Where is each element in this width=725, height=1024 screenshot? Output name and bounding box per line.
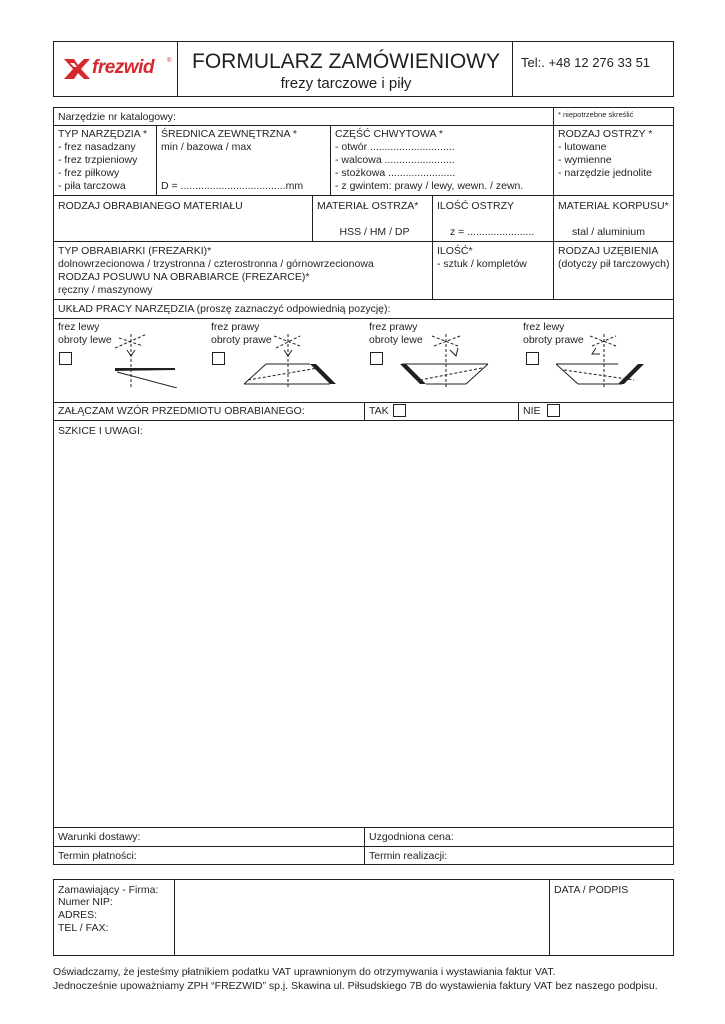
layout-option-1-line1: frez lewy [58, 321, 100, 333]
blade-material-options[interactable]: HSS / HM / DP [339, 226, 410, 238]
frezwid-logo-icon [62, 57, 92, 81]
brand-name: frezwid [92, 57, 154, 78]
sample-no-label: NIE [523, 405, 541, 417]
teeth-type-note: (dotyczy pił tarczowych) [558, 258, 670, 270]
shank-option[interactable]: - otwór ............................. [335, 141, 455, 153]
delivery-terms-label[interactable]: Warunki dostawy: [58, 831, 141, 843]
phone-number: Tel:. +48 12 276 33 51 [521, 55, 651, 70]
tool-type-option[interactable]: - frez nasadzany [58, 141, 136, 153]
blade-material-title: MATERIAŁ OSTRZA* [317, 200, 419, 212]
agreed-price-label[interactable]: Uzgodniona cena: [369, 831, 454, 843]
tool-type-option[interactable]: - piła tarczowa [58, 180, 126, 192]
tool-type-option[interactable]: - frez trzpieniowy [58, 154, 138, 166]
layout-option-1-checkbox[interactable] [59, 352, 72, 365]
machine-type-title: TYP OBRABIARKI (FREZARKI)* [58, 245, 212, 257]
blade-type-option[interactable]: - wymienne [558, 154, 612, 166]
diameter-options[interactable]: min / bazowa / max [161, 141, 252, 153]
realization-date-label[interactable]: Termin realizacji: [369, 850, 448, 862]
payment-terms-label[interactable]: Termin płatności: [58, 850, 137, 862]
machine-type-options[interactable]: dolnowrzecionowa / trzystronna / czterostronna / górnowrzecionowa [58, 258, 374, 270]
body-material-title: MATERIAŁ KORPUSU* [558, 200, 669, 212]
layout-option-4-checkbox[interactable] [526, 352, 539, 365]
customer-nip-label: Numer NIP: [58, 896, 113, 908]
date-signature-label: DATA / PODPIS [554, 884, 629, 896]
tool-type-option[interactable]: - frez piłkowy [58, 167, 120, 179]
customer-details-field[interactable] [175, 880, 548, 955]
cutter-left-rot-right-icon [556, 328, 646, 388]
vat-statement-line2: Jednocześnie upoważniamy ZPH “FREZWID” sp.j. Skawina ul. Piłsudskiego 7B do wystawienia faktury VAT bez naszego podpisu. [53, 980, 658, 992]
feed-type-title: RODZAJ POSUWU NA OBRABIARCE (FREZARCE)* [58, 271, 310, 283]
blade-type-option[interactable]: - lutowane [558, 141, 607, 153]
quantity-options[interactable]: - sztuk / kompletów [437, 258, 527, 270]
strike-note: * niepotrzebne skreślić [558, 110, 634, 119]
layout-option-2-line1: frez prawy [211, 321, 260, 333]
customer-address-label: ADRES: [58, 909, 98, 921]
sample-no-checkbox[interactable] [547, 404, 560, 417]
layout-option-3-line2: obroty lewe [369, 334, 423, 346]
catalog-number-label[interactable]: Narzędzie nr katalogowy: [58, 111, 176, 123]
layout-option-2-checkbox[interactable] [212, 352, 225, 365]
blade-type-option[interactable]: - narzędzie jednolite [558, 167, 652, 179]
layout-option-3-line1: frez prawy [369, 321, 418, 333]
layout-option-1-line2: obroty lewe [58, 334, 112, 346]
sketch-notes-area[interactable] [54, 440, 673, 826]
layout-option-4-line2: obroty prawe [523, 334, 584, 346]
attach-sample-label: ZAŁĄCZAM WZÓR PRZEDMIOTU OBRABIANEGO: [58, 405, 305, 417]
blade-count-title: ILOŚĆ OSTRZY [437, 200, 515, 212]
shank-title: CZĘŚĆ CHWYTOWA * [335, 128, 443, 140]
sample-yes-checkbox[interactable] [393, 404, 406, 417]
blade-type-title: RODZAJ OSTRZY * [558, 128, 653, 140]
feed-type-options[interactable]: ręczny / maszynowy [58, 284, 153, 296]
shank-option[interactable]: - walcowa ........................ [335, 154, 455, 166]
shank-option[interactable]: - z gwintem: prawy / lewy, wewn. / zewn. [335, 180, 524, 192]
diameter-field[interactable]: D = ....................................mm [161, 180, 304, 192]
layout-option-3-checkbox[interactable] [370, 352, 383, 365]
tool-type-title: TYP NARZĘDZIA * [58, 128, 148, 140]
cutter-left-rot-left-icon [115, 328, 179, 388]
diameter-title: ŚREDNICA ZEWNĘTRZNA * [161, 128, 297, 140]
quantity-title: ILOŚĆ* [437, 245, 473, 257]
body-material-options[interactable]: stal / aluminium [572, 226, 645, 238]
customer-phone-label: TEL / FAX: [58, 922, 109, 934]
workpiece-material-label[interactable]: RODZAJ OBRABIANEGO MATERIAŁU [58, 200, 243, 212]
sketch-notes-label: SZKICE I UWAGI: [58, 425, 143, 437]
customer-company-label: Zamawiający - Firma: [58, 884, 159, 896]
cutter-right-rot-left-icon [396, 328, 496, 388]
work-layout-title: UKŁAD PRACY NARZĘDZIA (proszę zaznaczyć odpowiednią pozycję): [58, 303, 391, 315]
cutter-right-rot-right-icon [238, 328, 338, 388]
brand-logo: frezwid ® [62, 55, 172, 83]
sample-yes-label: TAK [369, 405, 389, 417]
layout-option-4-line1: frez lewy [523, 321, 565, 333]
teeth-type-title: RODZAJ UZĘBIENIA [558, 245, 659, 257]
form-subtitle: frezy tarczowe i piły [280, 75, 412, 92]
vat-statement-line1: Oświadczamy, że jesteśmy płatnikiem podatku VAT uprawnionym do otrzymywania i wystawiania faktur VAT. [53, 966, 556, 978]
layout-option-2-line2: obroty prawe [211, 334, 272, 346]
blade-count-field[interactable]: z = ....................... [450, 226, 535, 238]
shank-option[interactable]: - stożkowa ....................... [335, 167, 456, 179]
form-title: FORMULARZ ZAMÓWIENIOWY [192, 50, 500, 73]
